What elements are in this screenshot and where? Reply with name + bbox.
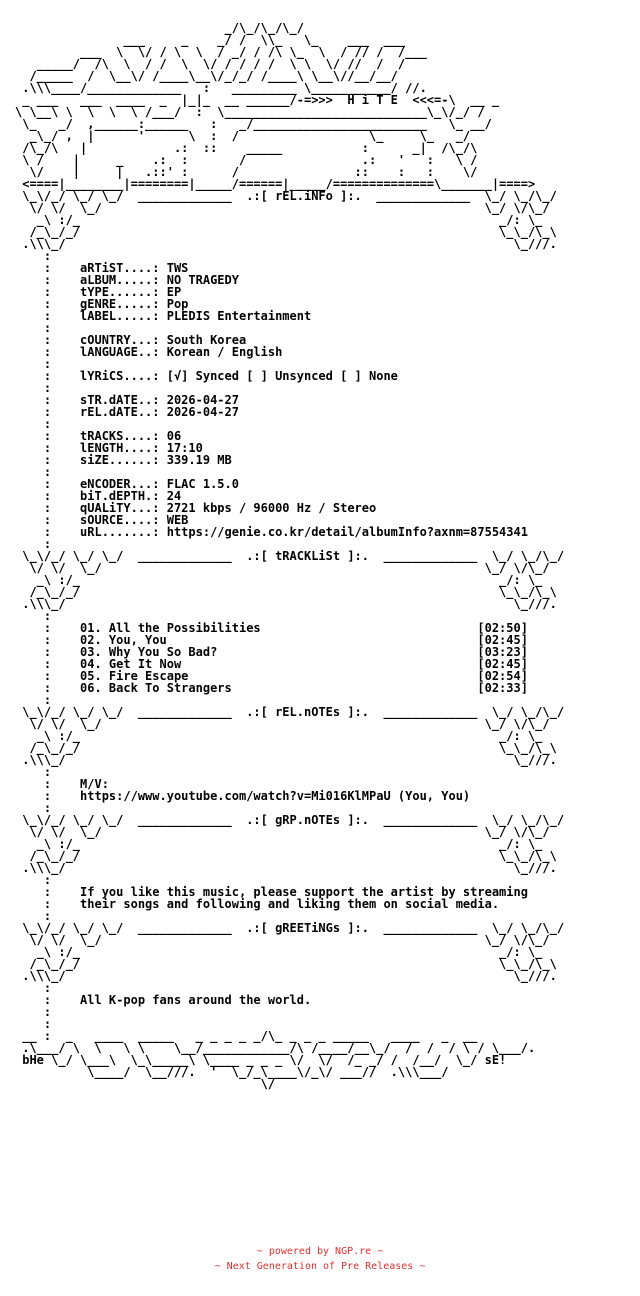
footer [0,1244,640,1274]
nfo-text: _/\_/\_/\_/ ___ _ _/ / \\_ \_ ___ ___ ___ \ \/ / \ \ / _/ / /\ \_ \ / // / /___ _____/ /\ \ / / \ \/ / / / / \ \ \/ // / / /_____ / \__\/ /____\__\/_/_/ /____\ \__\//__/__/ .\\\____/_____________ : _________ \___________/ //. _ ___ ___ ____ _ |_|_ __ ______/-=>>> H i T E <<<=-\ __ _ \ \__\ \ \ \ \ /___/ : \____________________________\_\/_/ / \_ _/ ,______:______ : _/________________________ \_ __/ _\_/ , | ' \ : / \_ \_ _/ /\_/\ | .: :: _____ : _| /\_/\ \ / | _ .: : / .: ' : \ / \/ | | .::' : / :: : : \/ <====|________|========|_____/======|_____/==============\_______|====> \_\/_/ \_/ \_/ _____________ .:[ rEL.iNFo ]:. _____________ \_/ \_/\_/ \/ \/ \_/ \_/ \/\_/ _\ :/_ _/: \_ /_\_/_/ \_\_/\_\ .\\\_/ \_///. : : aRTiST....: TWS : aLBUM.....: NO TRAGEDY : tYPE......: EP : gENRE.....: Pop : lABEL.....: PLEDIS Entertainment : : cOUNTRY...: South Korea : lANGUAGE..: Korean / English : : lYRiCS....: [√] Synced [ ] Unsynced [ ] None : : sTR.dATE..: 2026-04-27 : rEL.dATE..: 2026-04-27 : : tRACKS....: 06 : lENGTH....: 17:10 : siZE......: 339.19 MB : : eNCODER...: FLAC 1.5.0 : biT.dEPTH.: 24 : qUALiTY...: 2721 kbps / 96000 Hz / Stereo : sOURCE....: WEB : uRL.......: https://genie.co.kr/detail/albumInfo?axnm=87554341 : \_\/_/ \_/ \_/ _____________ .:[ tRACKLiSt ]:. _____________ \_/ \_/\_/ \/ \/ \_/ \_/ \/\_/ _\ :/_ _/: \_ /_\_/_/ \_\_/\_\ .\\\_/ \_///. : : 01. All the Possibilities [02:50] : 02. You, You [02:45] : 03. Why You So Bad? [03:23] : 04. Get It Now [02:45] : 05. Fire Escape [02:54] : 06. Back To Strangers [02:33] : \_\/_/ \_/ \_/ _____________ .:[ rEL.nOTEs ]:. _____________ \_/ \_/\_/ \/ \/ \_/ \_/ \/\_/ _\ :/_ _/: \_ /_\_/_/ \_\_/\_\ .\\\_/ \_///. : : M/V: : https://www.youtube.com/watch?v=Mi016KlMPaU (You, You) : \_\/_/ \_/ \_/ _____________ .:[ gRP.nOTEs ]:. _____________ \_/ \_/\_/ \/ \/ \_/ \_/ \/\_/ _\ :/_ _/: \_ /_\_/_/ \_\_/\_\ .\\\_/ \_///. : : If you like this music, please support the artist by streaming : their songs and following and liking them on social media. : \_\/_/ \_/ \_/ _____________ .:[ gREETiNGs ]:. _____________ \_/ \_/\_/ \/ \/ \_/ \_/ \/\_/ _\ :/_ _/: \_ /_\_/_/ \_\_/\_\ .\\\_/ \_///. : : All K-pop fans around the world. : : __ : _ ____ _____ _ _ _ _ _/\_ _ _ _ _____ ____ _ __ .\___/ \ \ \ \ \__/____________/\ /____/__\_/ / / / \ / \___/. bHe \_/ \___\ \_\_____\ \____ _ _ _ \/ \/ /_ _/ / /__/ \_/ sE! \____/ \__///. ' \_/_\____\/_\/ ___// .\\\___/ \/ [15,21,565,1091]
footer-tagline: ~ Next Generation of Pre Releases ~ [214,1261,426,1272]
footer-powered-by: ~ powered by NGP.re ~ [256,1246,384,1257]
